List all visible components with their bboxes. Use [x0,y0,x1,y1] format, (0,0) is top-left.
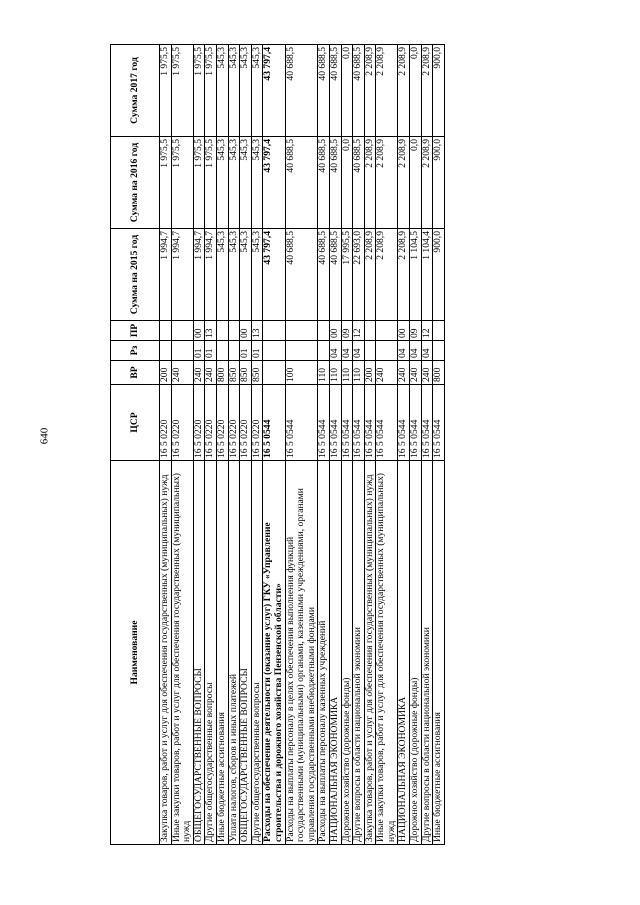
row-sum-2015-cell: 1 104,5 [410,229,422,321]
table-row [318,45,330,845]
row-csr-cell: 16 5 0544 [318,385,330,461]
row-sum-2015-cell: 1 994,7 [160,229,172,321]
row-rz-cell [318,341,330,361]
row-sum-2016-cell: 2 208,9 [398,137,410,229]
row-pr-cell: 00 [193,321,205,341]
row-pr-cell: 13 [205,321,217,341]
table-row [421,45,433,845]
row-name-cell: ОБЩЕГОСУДАРСТВЕННЫЕ ВОПРОСЫ [240,461,252,845]
row-sum-2017-cell: 1 975,5 [193,45,205,137]
row-vr-cell: 200 [160,361,172,385]
row-csr-cell: 16 5 0220 [228,385,240,461]
table-row [193,45,205,845]
table-row [263,45,285,845]
table-row [240,45,252,845]
table-row [160,45,172,845]
row-sum-2015-cell: 17 995,5 [341,229,353,321]
table-row [353,45,365,845]
header-pr: ПР [111,321,160,341]
row-sum-2017-cell: 545,3 [240,45,252,137]
table-row [251,45,263,845]
row-vr-cell: 110 [329,361,341,385]
budget-table [110,44,445,845]
row-name-cell: НАЦИОНАЛЬНАЯ ЭКОНОМИКА [398,461,410,845]
row-vr-cell: 850 [251,361,263,385]
row-name-cell: Расходы на выплаты персоналу казенных учреждений [318,461,330,845]
row-sum-2017-cell: 40 688,5 [285,45,318,137]
row-sum-2017-cell: 900,0 [433,45,445,137]
row-sum-2015-cell: 43 797,4 [263,229,285,321]
row-name-cell: Другие вопросы в области национальной экономики [353,461,365,845]
table-row [341,45,353,845]
row-vr-cell [263,361,285,385]
row-name-cell: ОБЩЕГОСУДАРСТВЕННЫЕ ВОПРОСЫ [193,461,205,845]
row-csr-cell: 16 5 0544 [433,385,445,461]
row-pr-cell: 12 [353,321,365,341]
row-sum-2015-cell: 2 208,9 [364,229,376,321]
row-sum-2015-cell: 545,3 [240,229,252,321]
row-vr-cell: 800 [216,361,228,385]
row-rz-cell: 04 [329,341,341,361]
row-sum-2017-cell: 40 688,5 [353,45,365,137]
row-csr-cell: 16 5 0544 [398,385,410,461]
row-pr-cell [376,321,398,341]
row-vr-cell: 200 [364,361,376,385]
row-rz-cell [433,341,445,361]
row-sum-2017-cell: 1 975,5 [160,45,172,137]
row-sum-2017-cell: 1 975,5 [205,45,217,137]
row-sum-2016-cell: 40 688,5 [329,137,341,229]
row-rz-cell [171,341,193,361]
row-name-cell: Уплата налогов, сборов и иных платежей [228,461,240,845]
row-sum-2017-cell: 2 208,9 [376,45,398,137]
row-name-cell: Иные бюджетные ассигнования [433,461,445,845]
rotated-table-block [110,45,580,845]
row-name-cell: Другие общегосударственные вопросы [251,461,263,845]
row-name-cell: Иные бюджетные ассигнования [216,461,228,845]
row-name-cell: Расходы на обеспечение деятельности (оказание услуг) ГКУ «Управление строительства и дорожного хозяйства Пензенской области» [263,461,285,845]
row-sum-2015-cell: 545,3 [216,229,228,321]
row-sum-2015-cell: 2 208,9 [376,229,398,321]
row-csr-cell: 16 5 0544 [263,385,285,461]
row-pr-cell: 12 [421,321,433,341]
header-rz: Рз [111,341,160,361]
row-sum-2016-cell: 545,3 [251,137,263,229]
row-name-cell: Иные закупки товаров, работ и услуг для обеспечения государственных (муниципальных) нужд [171,461,193,845]
row-sum-2016-cell: 2 208,9 [376,137,398,229]
row-pr-cell [285,321,318,341]
row-csr-cell: 16 5 0220 [216,385,228,461]
row-sum-2017-cell: 2 208,9 [398,45,410,137]
row-sum-2015-cell: 1 994,7 [193,229,205,321]
row-sum-2017-cell: 545,3 [216,45,228,137]
row-vr-cell: 850 [240,361,252,385]
row-pr-cell: 09 [341,321,353,341]
row-name-cell: НАЦИОНАЛЬНАЯ ЭКОНОМИКА [329,461,341,845]
row-rz-cell [216,341,228,361]
row-sum-2016-cell: 1 975,5 [205,137,217,229]
row-name-cell: Дорожное хозяйство (дорожные фонды) [341,461,353,845]
row-rz-cell [285,341,318,361]
row-sum-2016-cell: 545,3 [216,137,228,229]
row-csr-cell: 16 5 0220 [251,385,263,461]
row-vr-cell: 110 [353,361,365,385]
row-rz-cell: 01 [205,341,217,361]
row-rz-cell: 04 [341,341,353,361]
row-vr-cell: 240 [205,361,217,385]
row-sum-2017-cell: 43 797,4 [263,45,285,137]
row-sum-2016-cell: 1 975,5 [193,137,205,229]
row-rz-cell [364,341,376,361]
row-sum-2015-cell: 40 688,5 [285,229,318,321]
row-pr-cell: 00 [329,321,341,341]
row-sum-2015-cell: 1 104,4 [421,229,433,321]
row-pr-cell: 00 [398,321,410,341]
row-sum-2016-cell: 545,3 [240,137,252,229]
row-name-cell: Другие вопросы в области национальной экономики [421,461,433,845]
row-sum-2015-cell: 1 994,7 [171,229,193,321]
row-sum-2016-cell: 40 688,5 [285,137,318,229]
row-sum-2015-cell: 40 688,5 [329,229,341,321]
row-pr-cell [228,321,240,341]
table-body [160,45,445,845]
header-sum-2016: Сумма на 2016 год [111,137,160,229]
row-sum-2017-cell: 0,0 [410,45,422,137]
row-csr-cell: 16 5 0544 [285,385,318,461]
row-vr-cell: 100 [285,361,318,385]
header-name: Наименование [111,461,160,845]
row-sum-2015-cell: 1 994,7 [205,229,217,321]
row-vr-cell: 240 [193,361,205,385]
table-row [433,45,445,845]
row-sum-2016-cell: 40 688,5 [318,137,330,229]
row-sum-2017-cell: 545,3 [228,45,240,137]
row-name-cell: Дорожное хозяйство (дорожные фонды) [410,461,422,845]
row-rz-cell: 01 [193,341,205,361]
row-pr-cell [364,321,376,341]
table-row [376,45,398,845]
row-sum-2016-cell: 900,0 [433,137,445,229]
row-vr-cell: 850 [228,361,240,385]
row-csr-cell: 16 5 0544 [341,385,353,461]
row-rz-cell [228,341,240,361]
row-sum-2016-cell: 43 797,4 [263,137,285,229]
row-rz-cell [263,341,285,361]
table-row [329,45,341,845]
row-rz-cell: 04 [421,341,433,361]
row-name-cell: Закупка товаров, работ и услуг для обеспечения государственных (муниципальных) нужд [364,461,376,845]
table-row [216,45,228,845]
row-pr-cell [263,321,285,341]
row-rz-cell [160,341,172,361]
header-csr: ЦСР [111,385,160,461]
table-row [171,45,193,845]
row-sum-2015-cell: 40 688,5 [318,229,330,321]
row-pr-cell [433,321,445,341]
table-header-row [111,45,160,845]
row-csr-cell: 16 5 0220 [160,385,172,461]
header-sum-2015: Сумма на 2015 год [111,229,160,321]
row-rz-cell: 04 [410,341,422,361]
row-sum-2016-cell: 0,0 [410,137,422,229]
row-csr-cell: 16 5 0220 [240,385,252,461]
row-csr-cell: 16 5 0544 [376,385,398,461]
row-sum-2017-cell: 545,3 [251,45,263,137]
row-sum-2017-cell: 2 208,9 [364,45,376,137]
row-name-cell: Другие общегосударственные вопросы [205,461,217,845]
row-rz-cell: 01 [251,341,263,361]
row-sum-2017-cell: 40 688,5 [329,45,341,137]
row-pr-cell: 09 [410,321,422,341]
table-row [398,45,410,845]
row-csr-cell: 16 5 0544 [364,385,376,461]
row-pr-cell [216,321,228,341]
row-vr-cell: 240 [171,361,193,385]
page-number: 640 [38,427,51,445]
row-csr-cell: 16 5 0544 [329,385,341,461]
row-csr-cell: 16 5 0544 [410,385,422,461]
row-vr-cell: 800 [433,361,445,385]
table-row [364,45,376,845]
row-sum-2015-cell: 545,3 [228,229,240,321]
row-pr-cell [171,321,193,341]
row-sum-2016-cell: 40 688,5 [353,137,365,229]
row-vr-cell: 240 [410,361,422,385]
row-sum-2016-cell: 545,3 [228,137,240,229]
row-sum-2016-cell: 1 975,5 [171,137,193,229]
row-csr-cell: 16 5 0544 [421,385,433,461]
row-pr-cell [160,321,172,341]
table-row [228,45,240,845]
row-vr-cell: 110 [341,361,353,385]
row-vr-cell: 240 [376,361,398,385]
table-row [285,45,318,845]
row-csr-cell: 16 5 0220 [171,385,193,461]
row-rz-cell: 04 [398,341,410,361]
row-sum-2016-cell: 1 975,5 [160,137,172,229]
row-sum-2017-cell: 0,0 [341,45,353,137]
row-rz-cell: 01 [240,341,252,361]
table-row [410,45,422,845]
row-sum-2016-cell: 2 208,9 [364,137,376,229]
row-sum-2017-cell: 40 688,5 [318,45,330,137]
row-name-cell: Иные закупки товаров, работ и услуг для обеспечения государственных (муниципальных) нужд [376,461,398,845]
table-row [205,45,217,845]
row-name-cell: Расходы на выплаты персоналу в целях обеспечения выполнения функций государственными (муниципальными) органами, казенными учреждениями, органами управления государственными внебюджетными фондами [285,461,318,845]
row-vr-cell: 240 [421,361,433,385]
row-name-cell: Закупка товаров, работ и услуг для обеспечения государственных (муниципальных) нужд [160,461,172,845]
row-sum-2017-cell: 2 208,9 [421,45,433,137]
row-sum-2015-cell: 2 208,9 [398,229,410,321]
row-sum-2016-cell: 0,0 [341,137,353,229]
row-pr-cell: 00 [240,321,252,341]
row-csr-cell: 16 5 0220 [193,385,205,461]
row-vr-cell: 110 [318,361,330,385]
row-sum-2016-cell: 2 208,9 [421,137,433,229]
row-pr-cell [318,321,330,341]
header-sum-2017: Сумма 2017 год [111,45,160,137]
row-csr-cell: 16 5 0220 [205,385,217,461]
row-csr-cell: 16 5 0544 [353,385,365,461]
row-sum-2017-cell: 1 975,5 [171,45,193,137]
row-rz-cell: 04 [353,341,365,361]
row-sum-2015-cell: 22 693,0 [353,229,365,321]
header-vr: ВР [111,361,160,385]
row-rz-cell [376,341,398,361]
row-vr-cell: 240 [398,361,410,385]
row-sum-2015-cell: 545,3 [251,229,263,321]
row-sum-2015-cell: 900,0 [433,229,445,321]
row-pr-cell: 13 [251,321,263,341]
